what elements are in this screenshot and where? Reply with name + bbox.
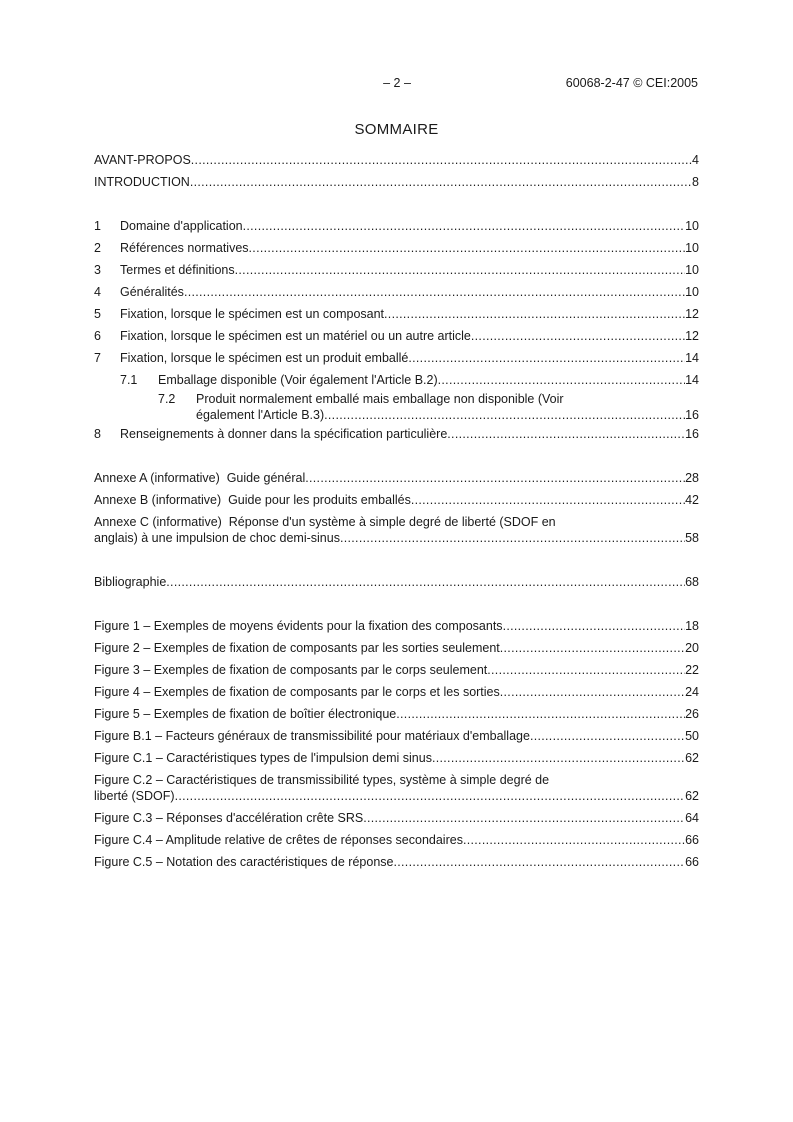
toc-entry-page: 18 (685, 619, 699, 633)
toc-entry-label: Figure C.1 – Caractéristiques types de l'impulsion demi sinus (94, 751, 432, 765)
dot-leader (363, 810, 685, 826)
toc-entry-label: anglais) à une impulsion de choc demi-sinus (94, 531, 340, 545)
toc-entry-page: 64 (685, 811, 699, 825)
toc-entry-page: 12 (685, 329, 699, 343)
toc-entry-label: Références normatives (120, 241, 249, 255)
document-reference: 60068-2-47 © CEI:2005 (565, 76, 698, 90)
toc-entry-figure-5[interactable] (94, 706, 699, 722)
toc-entry-page: 20 (685, 641, 699, 655)
toc-entry-label: Bibliographie (94, 575, 167, 589)
toc-entry-label: Généralités (120, 285, 184, 299)
toc-entry-label: également l'Article B.3) (196, 408, 325, 422)
dot-leader (411, 492, 685, 508)
toc-entry-clause-4[interactable] (94, 284, 699, 300)
toc-entry-clause-6[interactable] (94, 328, 699, 344)
dot-leader (530, 728, 685, 744)
toc-entry-label: Annexe B (informative) Guide pour les produits emballés (94, 493, 411, 507)
toc-entry-page: 62 (685, 751, 699, 765)
toc-entry-clause-7-2-line1[interactable] (158, 391, 699, 407)
clause-number: 1 (94, 219, 101, 233)
dot-leader (396, 706, 685, 722)
toc-entry-figure-c-3[interactable] (94, 810, 699, 826)
dot-leader (393, 854, 685, 870)
dot-leader (447, 426, 685, 442)
dot-leader (184, 284, 685, 300)
toc-entry-page: 10 (685, 241, 699, 255)
toc-entry-clause-5[interactable] (94, 306, 699, 322)
toc-entry-figure-c-2-line1[interactable]: Figure C.2 – Caractéristiques de transmissibilité types, système à simple degré de (94, 773, 550, 787)
toc-entry-clause-7-1[interactable] (94, 372, 699, 388)
clause-number: 8 (94, 427, 101, 441)
toc-entry-introduction[interactable] (94, 174, 699, 190)
dot-leader (463, 832, 685, 848)
toc-entry-label: Produit normalement emballé mais emballage non disponible (Voir (196, 392, 564, 406)
toc-entry-annex-c-line1[interactable]: Annexe C (informative) Réponse d'un système à simple degré de liberté (SDOF en (94, 515, 556, 529)
dot-leader (487, 662, 685, 678)
toc-entry-page: 4 (692, 153, 699, 167)
toc-entry-page: 22 (685, 663, 699, 677)
dot-leader (324, 407, 685, 423)
toc-entry-annex-c-line2[interactable] (94, 530, 699, 546)
toc-entry-page: 14 (685, 373, 699, 387)
toc-entry-label: Domaine d'application (120, 219, 243, 233)
toc-entry-label: INTRODUCTION (94, 175, 190, 189)
toc-entry-label: Emballage disponible (Voir également l'Article B.2) (158, 373, 438, 387)
toc-entry-annex-b[interactable] (94, 492, 699, 508)
clause-number: 4 (94, 285, 101, 299)
toc-entry-page: 28 (685, 471, 699, 485)
toc-entry-label: AVANT-PROPOS (94, 153, 191, 167)
clause-number: 7.1 (120, 373, 138, 387)
dot-leader (340, 530, 685, 546)
dot-leader (235, 262, 685, 278)
toc-entry-label: Figure 1 – Exemples de moyens évidents pour la fixation des composants (94, 619, 503, 633)
toc-entry-label: Renseignements à donner dans la spécification particulière (120, 427, 448, 441)
dot-leader (408, 350, 685, 366)
toc-entry-figure-4[interactable] (94, 684, 699, 700)
toc-entry-label: Fixation, lorsque le spécimen est un composant (120, 307, 385, 321)
toc-entry-label: Figure C.5 – Notation des caractéristiques de réponse (94, 855, 394, 869)
toc-entry-figure-3[interactable] (94, 662, 699, 678)
toc-entry-label: Figure B.1 – Facteurs généraux de transmissibilité pour matériaux d'emballage (94, 729, 530, 743)
toc-entry-page: 42 (685, 493, 699, 507)
toc-entry-label: liberté (SDOF) (94, 789, 175, 803)
toc-entry-avant-propos[interactable] (94, 152, 699, 168)
toc-entry-bibliography[interactable] (94, 574, 699, 590)
dot-leader (438, 372, 685, 388)
toc-entry-figure-c-4[interactable] (94, 832, 699, 848)
toc-entry-page: 26 (685, 707, 699, 721)
dot-leader (384, 306, 685, 322)
toc-entry-label: Figure C.4 – Amplitude relative de crêtes de réponses secondaires (94, 833, 463, 847)
dot-leader (166, 574, 685, 590)
toc-entry-clause-7[interactable] (94, 350, 699, 366)
toc-entry-page: 24 (685, 685, 699, 699)
dot-leader (500, 640, 685, 656)
dot-leader (191, 152, 692, 168)
dot-leader (500, 684, 685, 700)
toc-entry-clause-1[interactable] (94, 218, 699, 234)
clause-number: 6 (94, 329, 101, 343)
toc-entry-page: 16 (685, 427, 699, 441)
toc-entry-label: Fixation, lorsque le spécimen est un matériel ou un autre article (120, 329, 471, 343)
clause-number: 7.2 (158, 392, 176, 406)
toc-entry-label: Figure 5 – Exemples de fixation de boîtier électronique (94, 707, 397, 721)
toc-entry-label: Figure C.3 – Réponses d'accélération crête SRS (94, 811, 364, 825)
toc-entry-figure-c-5[interactable] (94, 854, 699, 870)
dot-leader (305, 470, 685, 486)
toc-entry-label: Figure 2 – Exemples de fixation de composants par les sorties seulement (94, 641, 500, 655)
toc-entry-page: 10 (685, 263, 699, 277)
toc-entry-label: Annexe A (informative) Guide général (94, 471, 306, 485)
dot-leader (190, 174, 692, 190)
page-number: – 2 – (383, 76, 411, 90)
toc-entry-page: 50 (685, 729, 699, 743)
toc-entry-clause-8[interactable] (94, 426, 699, 442)
toc-entry-label: Figure 4 – Exemples de fixation de composants par le corps et les sorties (94, 685, 500, 699)
dot-leader (432, 750, 685, 766)
toc-entry-page: 10 (685, 219, 699, 233)
toc-entry-clause-7-2-line2[interactable] (196, 407, 699, 423)
dot-leader (175, 788, 686, 804)
toc-entry-figure-2[interactable] (94, 640, 699, 656)
toc-entry-page: 62 (685, 789, 699, 803)
toc-entry-page: 12 (685, 307, 699, 321)
page-title: SOMMAIRE (354, 121, 439, 138)
clause-number: 7 (94, 351, 101, 365)
clause-number: 3 (94, 263, 101, 277)
dot-leader (471, 328, 685, 344)
toc-entry-label: Termes et définitions (120, 263, 235, 277)
toc-entry-figure-c-2-line2[interactable] (94, 788, 699, 804)
toc-entry-annex-a[interactable] (94, 470, 699, 486)
toc-entry-clause-2[interactable] (94, 240, 699, 256)
toc-entry-clause-3[interactable] (94, 262, 699, 278)
dot-leader (249, 240, 686, 256)
toc-entry-page: 68 (685, 575, 699, 589)
toc-entry-page: 10 (685, 285, 699, 299)
dot-leader (503, 618, 686, 634)
toc-entry-figure-1[interactable] (94, 618, 699, 634)
clause-number: 5 (94, 307, 101, 321)
clause-number: 2 (94, 241, 101, 255)
toc-entry-label: Figure 3 – Exemples de fixation de composants par le corps seulement (94, 663, 488, 677)
toc-entry-page: 58 (685, 531, 699, 545)
toc-entry-page: 8 (692, 175, 699, 189)
toc-entry-label: Fixation, lorsque le spécimen est un produit emballé (120, 351, 409, 365)
dot-leader (243, 218, 685, 234)
toc-entry-page: 66 (685, 855, 699, 869)
toc-entry-figure-c-1[interactable] (94, 750, 699, 766)
toc-entry-page: 16 (685, 408, 699, 422)
toc-entry-figure-b-1[interactable] (94, 728, 699, 744)
toc-entry-page: 14 (685, 351, 699, 365)
toc-entry-page: 66 (685, 833, 699, 847)
